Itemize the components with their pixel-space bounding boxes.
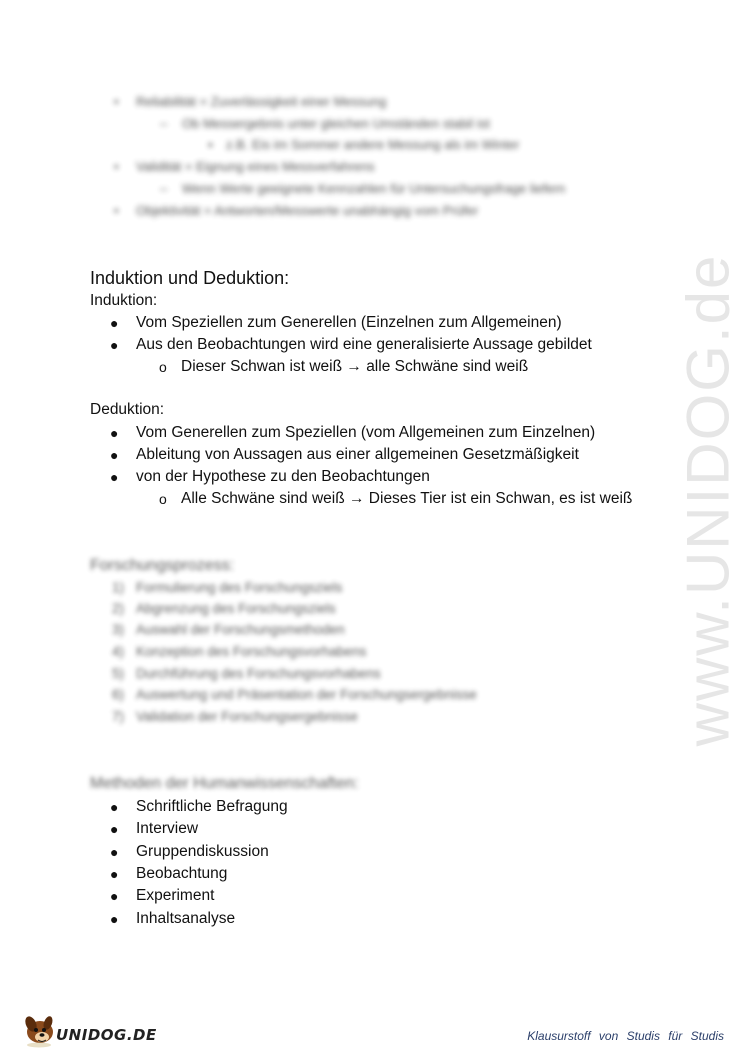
- list-item: ● Inhaltsanalyse: [110, 910, 236, 927]
- list-item: ● Schriftliche Befragung: [110, 798, 288, 815]
- deduktion-label: Deduktion:: [90, 401, 165, 418]
- list-item: • Reliabilität = Zuverlässigkeit einer Messung: [114, 94, 387, 109]
- list-item: • Objektivität = Antworten/Messwerte unabhängig vom Prüfer: [114, 203, 479, 218]
- numbered-item: 1) Formulierung des Forschungsziels: [112, 580, 343, 595]
- numbered-item: 5) Durchführung des Forschungsvorhabens: [112, 666, 381, 681]
- list-item: ● Beobachtung: [110, 865, 228, 882]
- list-item: ▪ z.B. Eis im Sommer andere Messung als im Winter: [208, 137, 520, 152]
- section-title-forschungsprozess: Forschungsprozess:: [90, 557, 235, 574]
- list-item: ● Gruppendiskussion: [110, 843, 269, 860]
- numbered-item: 6) Auswertung und Präsentation der Forschungsergebnisse: [112, 687, 477, 702]
- section-title-induktion-deduktion: Induktion und Deduktion:: [90, 268, 290, 288]
- induktion-label: Induktion:: [90, 292, 158, 309]
- section-title-methoden: Methoden der Humanwissenschaften:: [90, 775, 359, 792]
- list-item: – Wenn Werte geeignete Kennzahlen für Untersuchungsfrage liefern: [160, 181, 566, 196]
- footer-tagline: Klausurstoff von Studis für Studis: [527, 1029, 724, 1043]
- list-item: – Ob Messergebnis unter gleichen Umständen stabil ist: [160, 116, 490, 131]
- sub-list-item: o Dieser Schwan ist weiß → alle Schwäne sind weiß: [159, 358, 529, 375]
- logo-text: UNIDOG.DE: [56, 1026, 157, 1044]
- list-item: ● Vom Speziellen zum Generellen (Einzelnen zum Allgemeinen): [110, 314, 562, 331]
- numbered-item: 3) Auswahl der Forschungsmethoden: [112, 622, 345, 637]
- list-item: ● Aus den Beobachtungen wird eine generalisierte Aussage gebildet: [110, 336, 592, 353]
- sub-list-item: o Alle Schwäne sind weiß → Dieses Tier ist ein Schwan, es ist weiß: [159, 490, 633, 507]
- list-item: ● Interview: [110, 820, 199, 837]
- numbered-item: 2) Abgrenzung des Forschungsziels: [112, 601, 336, 616]
- list-item: ● Experiment: [110, 887, 215, 904]
- numbered-item: 4) Konzeption des Forschungsvorhabens: [112, 644, 367, 659]
- numbered-item: 7) Validation der Forschungsergebnisse: [112, 709, 358, 724]
- watermark: www.UNIDOG.de: [674, 253, 742, 747]
- list-item: ● Ableitung von Aussagen aus einer allgemeinen Gesetzmäßigkeit: [110, 446, 579, 463]
- list-item: ● von der Hypothese zu den Beobachtungen: [110, 468, 430, 485]
- list-item: ● Vom Generellen zum Speziellen (vom Allgemeinen zum Einzelnen): [110, 424, 596, 441]
- list-item: • Validität = Eignung eines Messverfahrens: [114, 159, 375, 174]
